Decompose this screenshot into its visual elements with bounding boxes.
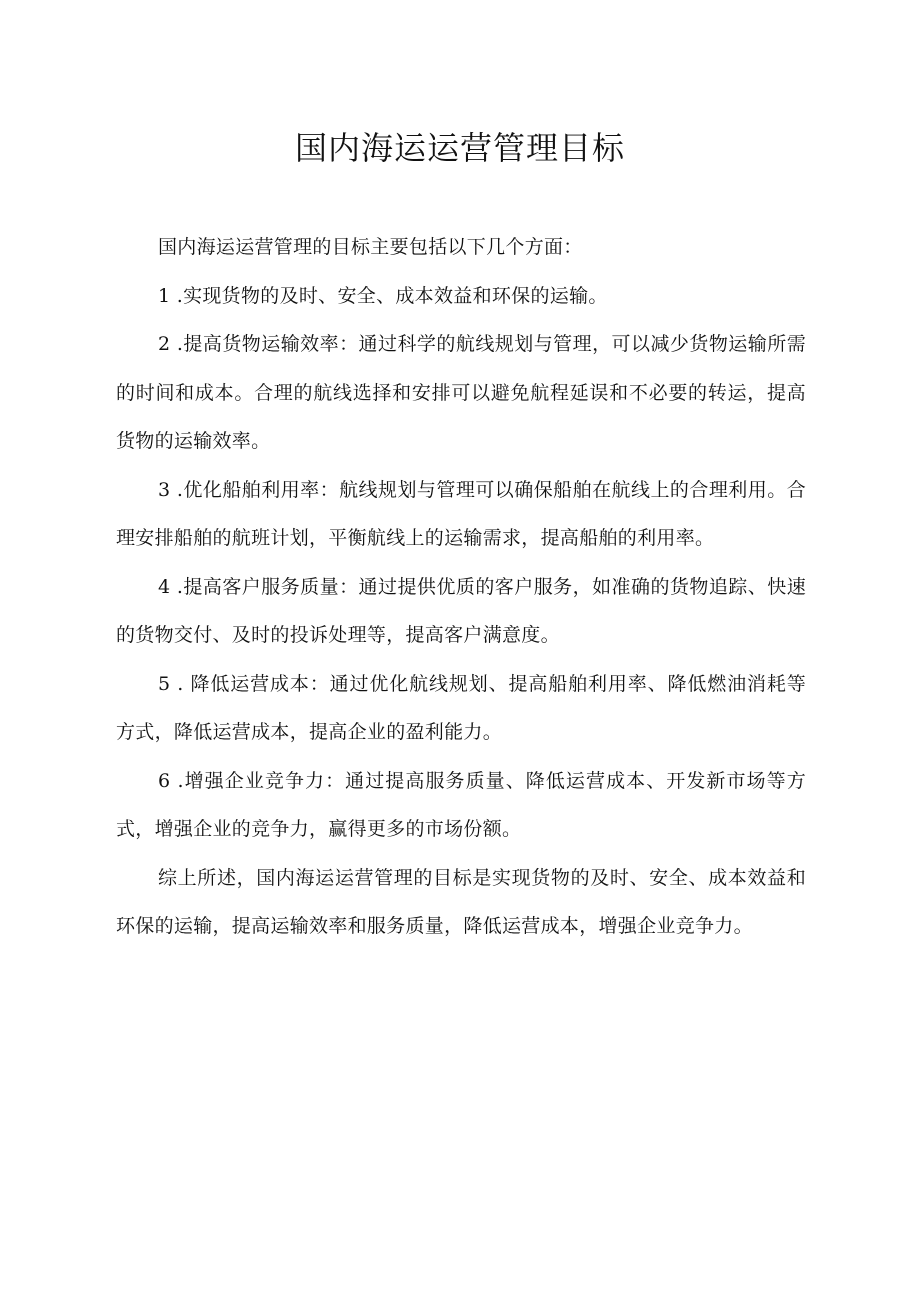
paragraph-goal-3: 3 .优化船舶利用率：航线规划与管理可以确保船舶在航线上的合理利用。合理安排船舶的航班计划，平衡航线上的运输需求，提高船舶的利用率。 xyxy=(116,478,806,549)
paragraph-goal-1: 1 .实现货物的及时、安全、成本效益和环保的运输。 xyxy=(158,284,608,307)
page-title: 国内海运运营管理目标 xyxy=(294,129,625,167)
paragraph-goal-4: 4 .提高客户服务质量：通过提供优质的客户服务，如准确的货物追踪、快速的货物交付、及时的投诉处理等，提高客户满意度。 xyxy=(116,575,806,646)
paragraph-goal-5: 5 . 降低运营成本：通过优化航线规划、提高船舶利用率、降低燃油消耗等方式，降低运营成本，提高企业的盈利能力。 xyxy=(116,672,806,743)
document-body xyxy=(116,223,806,951)
paragraph-goal-6: 6 .增强企业竞争力：通过提高服务质量、降低运营成本、开发新市场等方式，增强企业的竞争力，赢得更多的市场份额。 xyxy=(116,769,806,840)
paragraph-intro: 国内海运运营管理的目标主要包括以下几个方面： xyxy=(158,236,583,258)
paragraph-summary: 综上所述，国内海运运营管理的目标是实现货物的及时、安全、成本效益和环保的运输，提高运输效率和服务质量，降低运营成本，增强企业竞争力。 xyxy=(116,866,806,937)
paragraph-goal-2: 2 .提高货物运输效率：通过科学的航线规划与管理，可以减少货物运输所需的时间和成本。合理的航线选择和安排可以避免航程延误和不必要的转运，提高货物的运输效率。 xyxy=(116,333,806,452)
